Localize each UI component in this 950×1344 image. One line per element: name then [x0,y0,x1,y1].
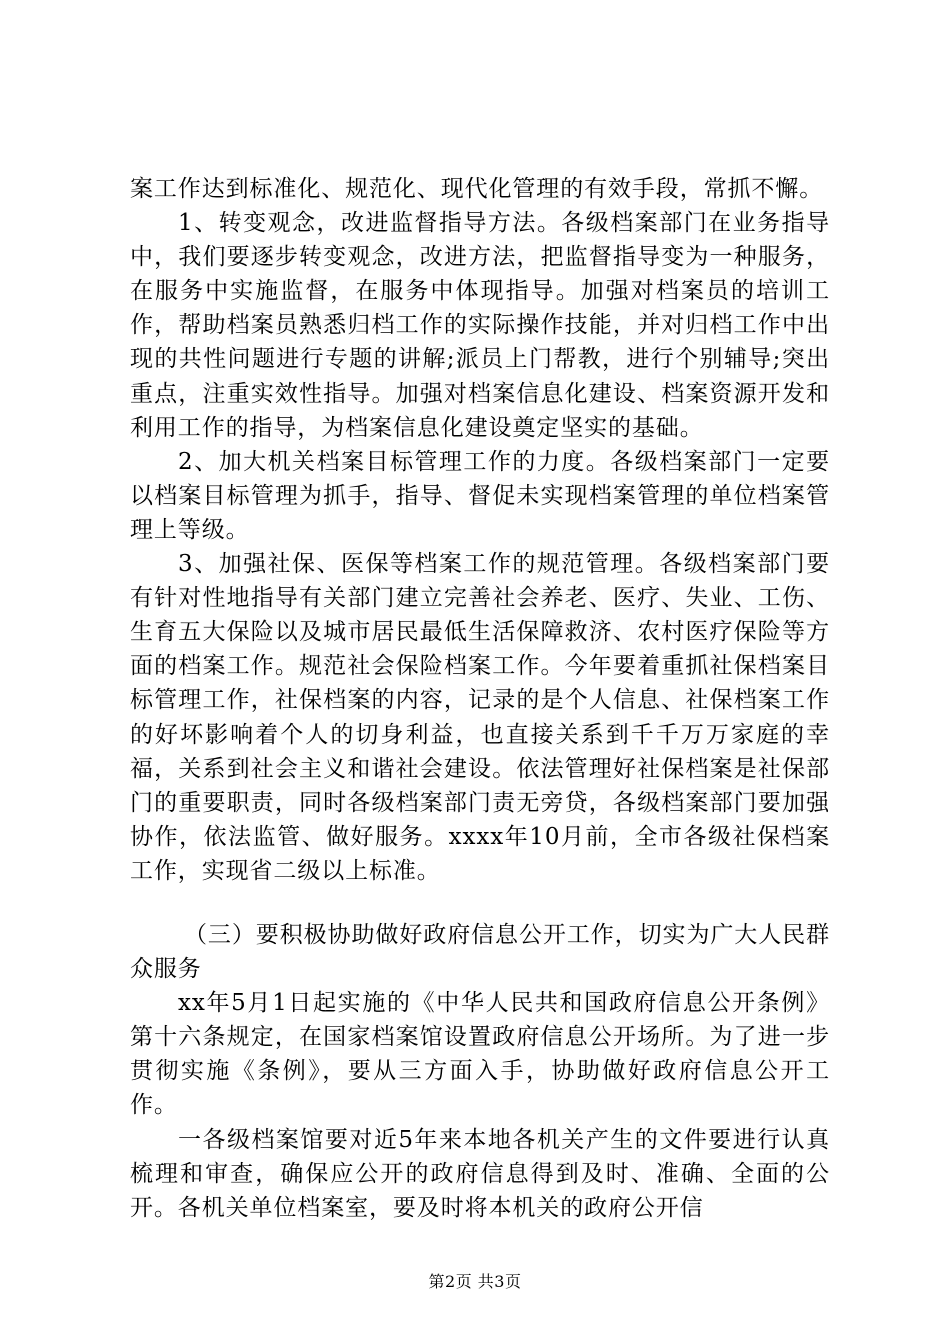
page-number: 第2页 共3页 [428,1272,522,1291]
document-body [130,172,830,1225]
paragraph-continuation: 案工作达到标准化、规范化、现代化管理的有效手段，常抓不懈。 [130,176,824,202]
paragraph-archives: 一各级档案馆要对近5年来本地各机关产生的文件要进行认真梳理和审查，确保应公开的政府信息得到及时、准确、全面的公开。各机关单位档案室，要及时将本机关的政府公开信 [130,1126,830,1221]
section-heading-3: （三）要积极协助做好政府信息公开工作，切实为广大人民群众服务 [130,921,830,983]
paragraph-item-3: 3、加强社保、医保等档案工作的规范管理。各级档案部门要有针对性地指导有关部门建立完善社会养老、医疗、失业、工伤、生育五大保险以及城市居民最低生活保障救济、农村医疗保险等方面的档案工作。规范社会保险档案工作。今年要着重抓社保档案目标管理工作，社保档案的内容，记录的是个人信息、社保档案工作的好坏影响着个人的切身利益，也直接关系到千千万万家庭的幸福，关系到社会主义和谐社会建设。依法管理好社保档案是社保部门的重要职责，同时各级档案部门责无旁贷，各级档案部门要加强协作，依法监管、做好服务。xxxx年10月前，全市各级社保档案工作，实现省二级以上标准。 [130,551,830,884]
paragraph-item-1: 1、转变观念，改进监督指导方法。各级档案部门在业务指导中，我们要逐步转变观念，改进方法，把监督指导变为一种服务，在服务中实施监督，在服务中体现指导。加强对档案员的培训工作，帮助档案员熟悉归档工作的实际操作技能，并对归档工作中出现的共性问题进行专题的讲解;派员上门帮教，进行个别辅导;突出重点，注重实效性指导。加强对档案信息化建设、档案资源开发和利用工作的指导，为档案信息化建设奠定坚实的基础。 [130,210,830,441]
paragraph-item-2: 2、加大机关档案目标管理工作的力度。各级档案部门一定要以档案目标管理为抓手，指导、督促未实现档案管理的单位档案管理上等级。 [130,448,830,543]
paragraph-regulation: xx年5月1日起实施的《中华人民共和国政府信息公开条例》第十六条规定，在国家档案馆设置政府信息公开场所。为了进一步贯彻实施《条例》，要从三方面入手，协助做好政府信息公开工作。 [130,990,830,1119]
